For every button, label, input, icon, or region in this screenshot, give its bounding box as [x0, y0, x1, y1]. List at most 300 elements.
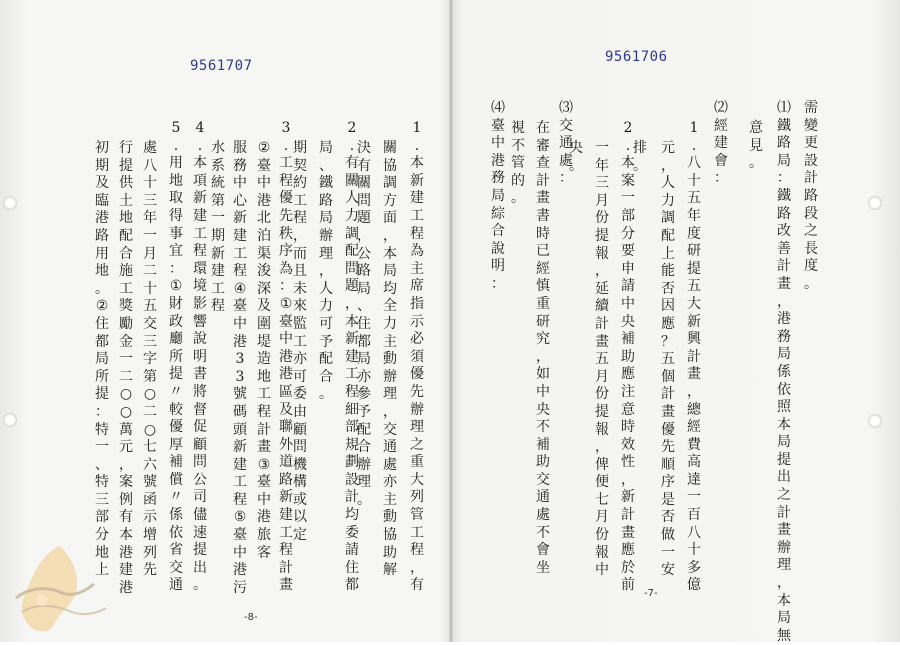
text-glyph: 年: [687, 207, 701, 224]
text-glyph: 中: [279, 331, 293, 348]
text-glyph: 份: [595, 386, 609, 403]
text-glyph: 建: [345, 348, 359, 365]
text-glyph: 一: [595, 140, 609, 156]
center-fold: [449, 0, 453, 642]
text-glyph: 促: [193, 419, 207, 436]
text-glyph: ④: [233, 280, 247, 297]
text-glyph: 處: [536, 507, 550, 524]
text-glyph: 計: [687, 348, 701, 365]
text-glyph: 出: [777, 469, 791, 486]
text-glyph: 便: [595, 474, 609, 491]
text-glyph: 局: [319, 140, 333, 156]
archive-stamp: 9561706: [605, 49, 668, 65]
text-glyph: 係: [777, 363, 791, 380]
text-glyph: 金: [119, 333, 133, 350]
text-glyph: 人: [319, 280, 333, 297]
text-glyph: 理: [357, 474, 371, 491]
text-glyph: 問: [193, 454, 207, 471]
text-glyph: 秩: [279, 225, 293, 242]
text-glyph: 照: [777, 399, 791, 416]
text-glyph: 五: [687, 278, 701, 295]
text-glyph: 順: [661, 456, 675, 473]
text-glyph: 港: [233, 562, 247, 579]
text-glyph: 排: [633, 140, 647, 156]
text-glyph: 期: [293, 140, 307, 156]
text-glyph: 分: [621, 225, 635, 242]
text-glyph: 響: [193, 313, 207, 330]
text-glyph: 中: [491, 135, 505, 152]
text-glyph: 先: [661, 439, 675, 456]
text-glyph: 因: [661, 298, 675, 315]
text-glyph: 提: [595, 227, 609, 244]
text-glyph: 請: [621, 278, 635, 295]
text-glyph: 亦: [293, 351, 307, 368]
text-glyph: 月: [595, 192, 609, 209]
text-glyph: 說: [491, 240, 505, 257]
text-glyph: 多: [687, 559, 701, 576]
text-glyph: 4: [195, 120, 205, 136]
text-glyph: ○: [143, 421, 157, 438]
text-glyph: ⑷: [491, 100, 505, 116]
text-glyph: 七: [143, 439, 157, 456]
text-glyph: 工: [257, 386, 271, 403]
text-glyph: ：: [777, 170, 791, 187]
text-glyph: 交: [536, 471, 550, 488]
text-glyph: 俾: [595, 456, 609, 473]
text-glyph: 大: [687, 295, 701, 312]
text-glyph: 建: [193, 207, 207, 224]
text-glyph: 工: [410, 207, 424, 224]
text-glyph: 2: [623, 120, 633, 136]
text-glyph: 地: [257, 368, 271, 385]
text-glyph: 計: [257, 421, 271, 438]
text-glyph: 客: [257, 544, 271, 561]
text-glyph: 報: [595, 544, 609, 561]
text-glyph: ：: [491, 275, 505, 292]
text-glyph: 宜: [169, 243, 183, 260]
text-glyph: 性: [621, 454, 635, 471]
text-glyph: 局: [777, 610, 791, 627]
binding-hole: [868, 196, 882, 210]
text-glyph: 劃: [345, 454, 359, 471]
text-glyph: 、: [95, 456, 109, 473]
text-glyph: ，: [595, 439, 609, 456]
text-glyph: 畫: [621, 524, 635, 541]
text-glyph: 助: [536, 454, 550, 471]
text-glyph: 碼: [233, 403, 247, 420]
text-glyph: 合: [357, 439, 371, 456]
text-glyph: 較: [169, 401, 183, 418]
text-glyph: 關: [345, 172, 359, 189]
text-glyph: 建: [279, 507, 293, 524]
text-glyph: 期: [211, 227, 225, 244]
text-glyph: 達: [687, 471, 701, 488]
text-glyph: 期: [95, 157, 109, 174]
text-glyph: 可: [319, 315, 333, 332]
text-glyph: 五: [661, 351, 675, 368]
text-glyph: 依: [169, 524, 183, 541]
text-glyph: 程: [233, 263, 247, 280]
text-glyph: 中: [536, 383, 550, 400]
text-glyph: 月: [595, 509, 609, 526]
text-glyph: 列: [143, 544, 157, 561]
text-glyph: 的: [511, 172, 525, 189]
text-glyph: 第: [143, 368, 157, 385]
text-column: [774, 100, 794, 645]
text-glyph: 工: [293, 192, 307, 209]
text-glyph: 否: [661, 509, 675, 526]
text-glyph: 中: [233, 315, 247, 332]
text-glyph: 是: [661, 491, 675, 508]
text-glyph: 理: [777, 557, 791, 574]
text-glyph: 高: [687, 454, 701, 471]
text-glyph: 查: [536, 155, 550, 172]
text-glyph: ？: [661, 333, 675, 350]
text-glyph: 程: [257, 403, 271, 420]
text-glyph: 序: [279, 243, 293, 260]
text-glyph: 二: [143, 403, 157, 420]
text-glyph: ，: [357, 227, 371, 244]
text-glyph: 計: [279, 559, 293, 576]
text-glyph: 本: [383, 245, 397, 262]
text-glyph: 來: [293, 298, 307, 315]
text-glyph: ，: [319, 263, 333, 280]
text-glyph: 新: [233, 210, 247, 227]
text-glyph: 。: [357, 491, 371, 508]
text-glyph: 住: [345, 559, 359, 576]
text-glyph: 〃: [169, 489, 183, 506]
text-glyph: 五: [595, 351, 609, 368]
text-glyph: 須: [410, 348, 424, 365]
text-glyph: 厚: [169, 436, 183, 453]
text-glyph: 調: [383, 175, 397, 192]
text-glyph: 案: [621, 172, 635, 189]
text-glyph: 交: [169, 559, 183, 576]
text-glyph: 工: [293, 333, 307, 350]
text-glyph: 上: [95, 562, 109, 579]
text-glyph: 、: [319, 157, 333, 174]
text-glyph: 第: [211, 192, 225, 209]
text-glyph: 題: [345, 278, 359, 295]
text-glyph: 新: [279, 489, 293, 506]
text-glyph: 3: [281, 120, 291, 136]
text-glyph: 時: [536, 225, 550, 242]
text-glyph: 畫: [595, 333, 609, 350]
text-glyph: .: [625, 137, 631, 154]
text-glyph: 特: [95, 474, 109, 491]
text-glyph: ⑶: [559, 100, 573, 116]
text-glyph: 力: [345, 207, 359, 224]
text-glyph: 度: [687, 225, 701, 242]
text-column: [116, 140, 136, 597]
text-glyph: 二: [143, 263, 157, 280]
text-glyph: 港: [119, 544, 133, 561]
text-glyph: 關: [383, 140, 397, 156]
text-glyph: .: [173, 137, 179, 154]
text-glyph: 有: [410, 577, 424, 594]
text-glyph: 安: [661, 562, 675, 579]
text-glyph: 合: [491, 223, 505, 240]
text-glyph: 處: [559, 152, 573, 169]
text-glyph: 路: [95, 227, 109, 244]
text-glyph: 題: [357, 210, 371, 227]
text-glyph: 程: [233, 491, 247, 508]
text-glyph: 已: [536, 243, 550, 260]
text-glyph: 辦: [319, 227, 333, 244]
text-glyph: 書: [536, 207, 550, 224]
text-glyph: ②: [257, 140, 271, 156]
text-glyph: 予: [357, 403, 371, 420]
text-glyph: 有: [345, 155, 359, 172]
text-column: [658, 140, 678, 580]
text-glyph: 部: [345, 419, 359, 436]
text-glyph: 問: [357, 192, 371, 209]
text-glyph: 八: [143, 157, 157, 174]
text-glyph: 處: [383, 456, 397, 473]
text-glyph: 土: [119, 192, 133, 209]
text-glyph: 能: [661, 263, 675, 280]
text-glyph: 十: [687, 172, 701, 189]
page-number: -8-: [244, 612, 258, 623]
text-glyph: 需: [804, 100, 818, 116]
text-glyph: 本: [193, 155, 207, 172]
text-glyph: 計: [661, 386, 675, 403]
text-glyph: 地: [119, 210, 133, 227]
text-glyph: 臺: [233, 298, 247, 315]
text-glyph: 本: [410, 155, 424, 172]
text-glyph: 之: [410, 436, 424, 453]
text-glyph: 明: [193, 348, 207, 365]
text-glyph: 。: [193, 577, 207, 594]
text-glyph: 局: [777, 346, 791, 363]
text-glyph: 注: [621, 383, 635, 400]
text-glyph: 改: [777, 223, 791, 240]
text-glyph: 先: [143, 562, 157, 579]
text-glyph: 港: [257, 509, 271, 526]
text-glyph: 優: [410, 366, 424, 383]
text-glyph: ⑤: [233, 509, 247, 526]
text-glyph: 不: [536, 419, 550, 436]
text-glyph: 係: [169, 507, 183, 524]
text-glyph: 費: [687, 436, 701, 453]
text-glyph: 定: [293, 527, 307, 544]
text-glyph: 建: [714, 135, 728, 152]
text-glyph: ，: [687, 383, 701, 400]
text-glyph: 合: [119, 245, 133, 262]
text-column: [342, 120, 362, 595]
text-glyph: ⑵: [714, 100, 728, 116]
text-glyph: 用: [95, 245, 109, 262]
text-column: [166, 120, 186, 595]
text-glyph: 工: [345, 366, 359, 383]
text-glyph: 慎: [536, 278, 550, 295]
text-glyph: 示: [410, 313, 424, 330]
text-glyph: 助: [383, 544, 397, 561]
page-number: -7-: [644, 588, 658, 599]
text-glyph: 理: [319, 245, 333, 262]
text-glyph: .: [414, 137, 420, 154]
text-glyph: ：: [279, 278, 293, 295]
text-glyph: 或: [293, 491, 307, 508]
text-glyph: 一: [687, 489, 701, 506]
binding-hole: [868, 414, 882, 428]
text-glyph: 畫: [777, 275, 791, 292]
text-glyph: 提: [777, 451, 791, 468]
text-glyph: 總: [687, 401, 701, 418]
text-glyph: 報: [595, 245, 609, 262]
text-glyph: 善: [777, 240, 791, 257]
text-glyph: .: [197, 137, 203, 154]
text-glyph: .: [349, 137, 355, 154]
text-column: [254, 140, 274, 562]
text-glyph: 意: [621, 401, 635, 418]
text-glyph: 人: [661, 175, 675, 192]
text-glyph: 問: [293, 439, 307, 456]
text-glyph: 計: [777, 504, 791, 521]
text-glyph: 增: [143, 527, 157, 544]
text-glyph: 決: [357, 140, 371, 156]
text-column: [407, 120, 427, 595]
text-glyph: 務: [777, 328, 791, 345]
text-glyph: 配: [661, 227, 675, 244]
text-glyph: 更: [804, 135, 818, 152]
text-glyph: 均: [345, 507, 359, 524]
text-glyph: 管: [410, 507, 424, 524]
text-glyph: 動: [383, 351, 397, 368]
text-glyph: 住: [357, 315, 371, 332]
text-column: [316, 140, 336, 404]
text-glyph: 設: [804, 152, 818, 169]
text-glyph: 用: [169, 155, 183, 172]
text-glyph: 元: [119, 439, 133, 456]
text-glyph: 港: [777, 311, 791, 328]
text-column: [230, 140, 250, 597]
text-glyph: 五: [687, 190, 701, 207]
text-glyph: 提: [193, 542, 207, 559]
text-glyph: 工: [211, 280, 225, 297]
text-glyph: 在: [536, 120, 550, 136]
text-glyph: ，: [661, 157, 675, 174]
text-glyph: 書: [193, 366, 207, 383]
text-glyph: 項: [193, 172, 207, 189]
text-column: [746, 120, 766, 173]
text-glyph: 八: [687, 524, 701, 541]
text-column: [711, 100, 731, 188]
text-glyph: 鐵: [777, 187, 791, 204]
text-glyph: 行: [119, 140, 133, 156]
text-glyph: 交: [143, 315, 157, 332]
text-glyph: 例: [119, 491, 133, 508]
text-glyph: 監: [293, 315, 307, 332]
text-glyph: 主: [383, 333, 397, 350]
text-glyph: 、: [357, 298, 371, 315]
text-column: [208, 140, 228, 316]
text-glyph: 延: [595, 280, 609, 297]
text-glyph: 督: [193, 401, 207, 418]
text-glyph: 年: [595, 157, 609, 174]
text-glyph: 契: [293, 157, 307, 174]
text-glyph: 參: [357, 386, 371, 403]
text-glyph: 心: [233, 192, 247, 209]
text-glyph: 月: [595, 368, 609, 385]
text-glyph: 深: [257, 280, 271, 297]
text-glyph: 程: [211, 298, 225, 315]
text-glyph: 解: [383, 562, 397, 579]
text-glyph: 1: [689, 120, 699, 136]
text-glyph: 配: [319, 351, 333, 368]
text-glyph: 旅: [257, 527, 271, 544]
text-glyph: 綜: [491, 205, 505, 222]
text-glyph: 臨: [95, 192, 109, 209]
text-glyph: 助: [621, 348, 635, 365]
text-column: [92, 140, 112, 580]
text-glyph: 通: [559, 135, 573, 152]
text-glyph: ，: [536, 348, 550, 365]
text-glyph: 務: [233, 157, 247, 174]
text-glyph: 問: [345, 260, 359, 277]
text-glyph: 。: [633, 157, 647, 174]
text-glyph: 鐵: [319, 175, 333, 192]
text-glyph: 路: [357, 263, 371, 280]
text-glyph: .: [283, 137, 289, 154]
text-glyph: 力: [383, 315, 397, 332]
text-glyph: 特: [95, 421, 109, 438]
text-glyph: ①: [169, 278, 183, 295]
text-glyph: 份: [595, 527, 609, 544]
text-glyph: 先: [279, 207, 293, 224]
text-glyph: 號: [143, 474, 157, 491]
text-glyph: 會: [714, 152, 728, 169]
text-glyph: 理: [383, 386, 397, 403]
text-glyph: 均: [383, 280, 397, 297]
text-glyph: 港: [119, 579, 133, 596]
text-glyph: 辦: [777, 539, 791, 556]
text-glyph: ，: [410, 559, 424, 576]
text-glyph: 有: [357, 157, 371, 174]
text-glyph: 所: [95, 368, 109, 385]
text-glyph: 優: [169, 419, 183, 436]
text-glyph: 經: [687, 419, 701, 436]
text-glyph: 局: [357, 351, 371, 368]
text-glyph: 有: [119, 509, 133, 526]
text-glyph: 央: [569, 140, 583, 156]
text-glyph: 處: [143, 140, 157, 156]
text-glyph: 2: [347, 120, 357, 136]
text-glyph: 通: [169, 577, 183, 594]
text-glyph: 調: [661, 210, 675, 227]
text-column: [556, 100, 576, 188]
text-glyph: 申: [621, 260, 635, 277]
text-glyph: 要: [621, 243, 635, 260]
text-glyph: 堤: [257, 333, 271, 350]
text-glyph: 畫: [536, 190, 550, 207]
text-glyph: 畫: [661, 403, 675, 420]
text-glyph: ：: [95, 403, 109, 420]
text-glyph: 畫: [687, 366, 701, 383]
text-glyph: 一: [119, 351, 133, 368]
text-glyph: 力: [319, 298, 333, 315]
text-glyph: 計: [595, 315, 609, 332]
text-glyph: 畫: [257, 439, 271, 456]
text-glyph: 提: [119, 157, 133, 174]
text-glyph: 工: [279, 524, 293, 541]
text-glyph: 速: [193, 524, 207, 541]
text-glyph: 人: [345, 190, 359, 207]
text-glyph: 境: [193, 278, 207, 295]
text-glyph: 程: [410, 225, 424, 242]
text-glyph: 案: [119, 474, 133, 491]
text-glyph: 區: [279, 383, 293, 400]
